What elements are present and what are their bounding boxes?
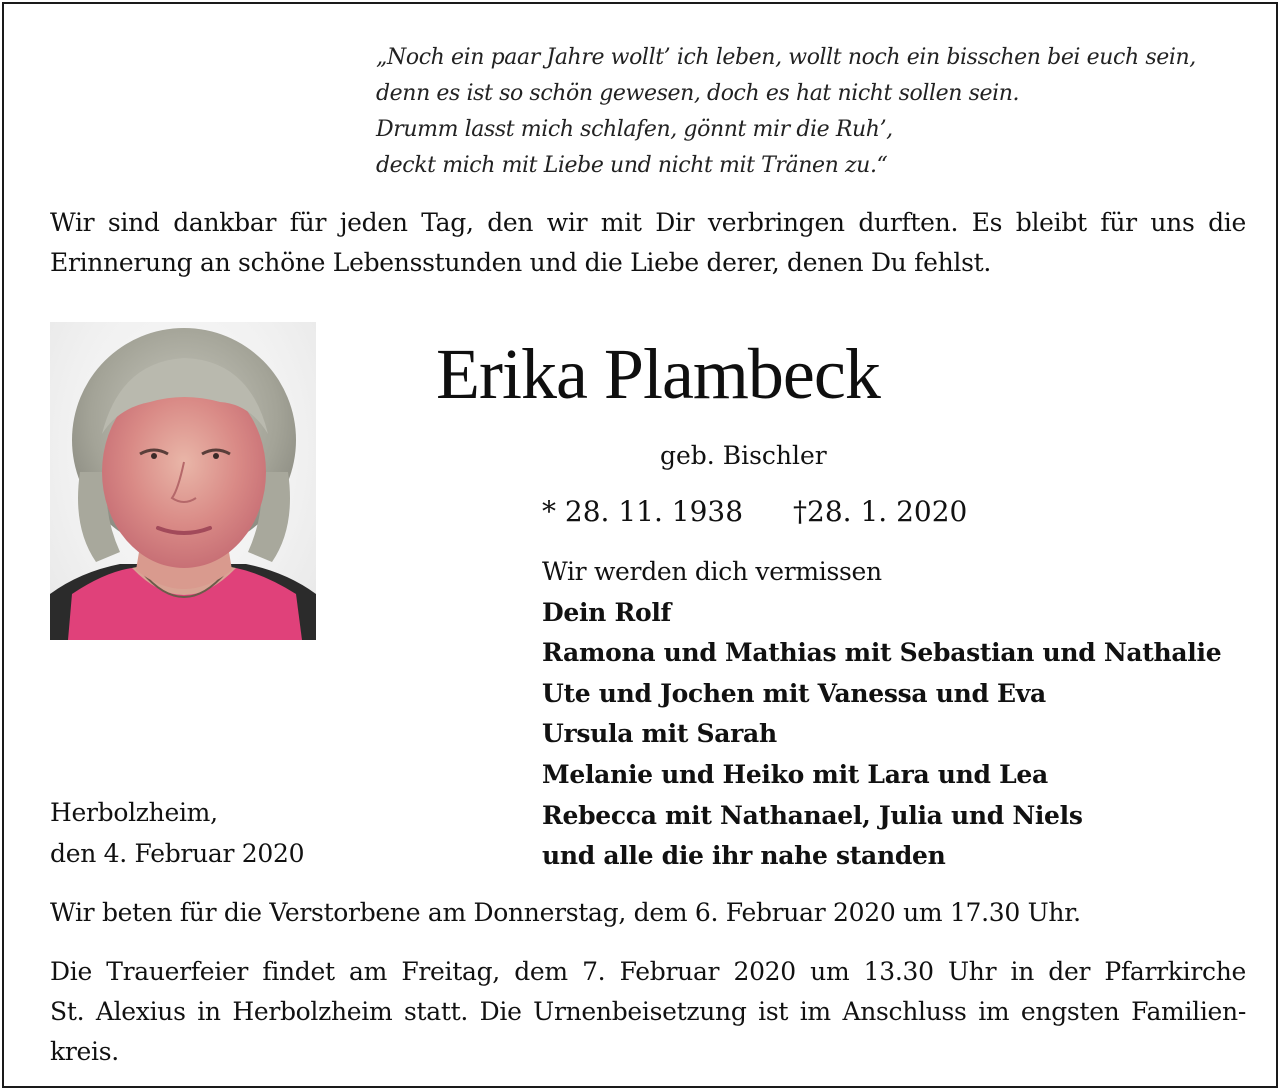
birth-name: geb. Bischler: [660, 441, 827, 470]
mourner-entry: Rebecca mit Nathanael, Julia und Niels: [542, 800, 1083, 830]
memorial-poem: [376, 40, 1256, 184]
deceased-name: Erika Plambeck: [436, 334, 880, 414]
portrait-photo: [50, 322, 316, 640]
poem-line: „Noch ein paar Jahre wollt’ ich leben, wollt noch ein bisschen bei euch sein,: [376, 45, 1196, 70]
poem-line: Drumm lasst mich schlafen, gönnt mir die Ruh’,: [376, 117, 893, 142]
place: Herbolzheim,: [50, 798, 218, 827]
funeral-line: Die Trauerfeier findet am Freitag, dem 7. Februar 2020 um 13.30 Uhr in der Pfarrkirche: [50, 957, 1246, 986]
birth-date: * 28. 11. 1938: [542, 495, 744, 528]
poem-line: deckt mich mit Liebe und nicht mit Tränen zu.“: [376, 153, 888, 178]
mourner-entry: und alle die ihr nahe standen: [542, 841, 946, 871]
mourner-entry: Ute und Jochen mit Vanessa und Eva: [542, 678, 1046, 708]
mourners-list: [542, 552, 1221, 877]
mourner-entry: Melanie und Heiko mit Lara und Lea: [542, 759, 1048, 789]
life-dates: [542, 492, 967, 532]
prayer-announcement: Wir beten für die Verstorbene am Donnerstag, dem 6. Februar 2020 um 17.30 Uhr.: [50, 898, 1081, 927]
gratitude-paragraph: [50, 203, 1246, 283]
notice-date: den 4. Februar 2020: [50, 838, 305, 868]
funeral-line: kreis.: [50, 1037, 119, 1066]
poem-line: denn es ist so schön gewesen, doch es hat nicht sollen sein.: [376, 81, 1020, 106]
death-date: †28. 1. 2020: [793, 495, 968, 528]
funeral-line: St. Alexius in Herbolzheim statt. Die Urnenbeisetzung ist im Anschluss im engsten Familien-: [50, 997, 1246, 1026]
gratitude-line: Wir sind dankbar für jeden Tag, den wir mit Dir verbringen durften. Es bleibt für uns die: [50, 208, 1246, 237]
mourner-entry: Ramona und Mathias mit Sebastian und Nathalie: [542, 638, 1222, 668]
place-and-date: [50, 793, 304, 874]
mourner-entry: Dein Rolf: [542, 597, 671, 627]
mourners-intro: Wir werden dich vermissen: [542, 557, 882, 586]
mourner-entry: Ursula mit Sarah: [542, 719, 777, 749]
funeral-announcement: [50, 952, 1246, 1072]
gratitude-line: Erinnerung an schöne Lebensstunden und die Liebe derer, denen Du fehlst.: [50, 248, 991, 277]
obituary-notice: [2, 2, 1278, 1088]
